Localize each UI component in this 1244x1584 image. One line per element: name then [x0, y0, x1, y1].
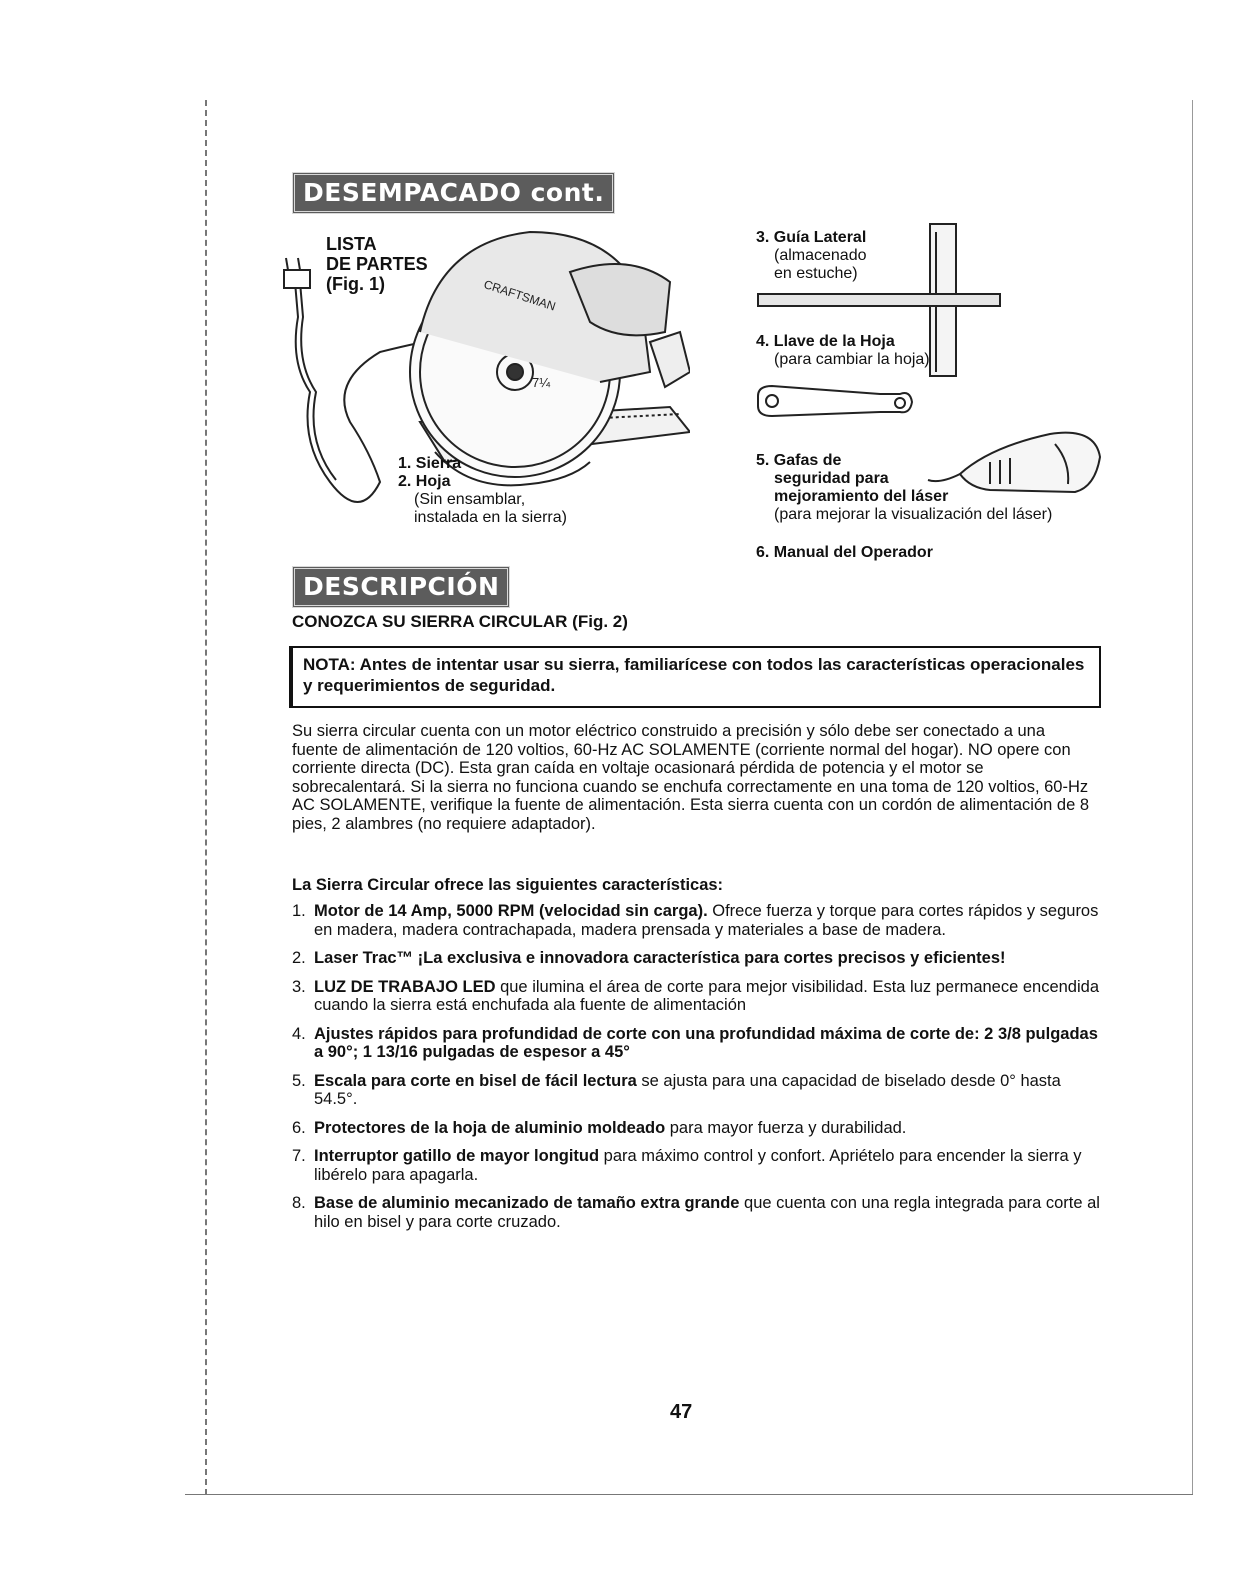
part-1-label: 1. Sierra [398, 455, 462, 472]
part-4-group [756, 333, 930, 369]
list-item: 4. Ajustes rápidos para profundidad de corte con una profundidad máxima de corte de: 2 3/8 pulgadas a 90°; 1 13/16 pulgadas de espesor a 45° [292, 1024, 1098, 1061]
intro-paragraph: Su sierra circular cuenta con un motor eléctrico construido a precisión y sólo debe ser conectado a una fuente de alimentación de 120 voltios, 60-Hz AC SOLAMENTE (corriente normal del hogar). NO opere con corriente directa (DC). Esta gran caída en voltaje ocasionará pérdida de potencia y el motor se sobrecalentará. Si la sierra no funciona cuando se enchufa correctamente en una toma de 120 voltios, 60-Hz AC SOLAMENTE, verifique la fuente de alimentación. Esta sierra cuenta con un cordón de alimentación de 8 pies, 2 alambres (no requiere adaptador). [292, 722, 1090, 833]
part-5-line-3: mejoramiento del láser [774, 488, 949, 505]
list-item: 1. Motor de 14 Amp, 5000 RPM (velocidad sin carga). Ofrece fuerza y torque para cortes rápidos y seguros en madera, madera contrachapada, madera prensada y materiales a base de madera. [292, 902, 1099, 939]
part-3-note-1: (almacenado [774, 247, 867, 264]
svg-text:7¼: 7¼ [532, 375, 551, 390]
section-header-descripcion: DESCRIPCIÓN [292, 566, 510, 608]
svg-text:CRAFTSMAN: CRAFTSMAN [482, 277, 558, 314]
features-title: La Sierra Circular ofrece las siguientes características: [292, 876, 724, 894]
parts-list-label [326, 234, 428, 294]
list-item: 2. Laser Trac™ ¡La exclusiva e innovadora característica para cortes precisos y eficientes! [292, 949, 1006, 967]
note-box: NOTA: Antes de intentar usar su sierra, familiarícese con todos las características operacionales y requerimientos de seguridad. [289, 646, 1101, 708]
page-border-left [205, 100, 207, 1495]
page-border-bottom [185, 1494, 1193, 1495]
part-5-note: (para mejorar la visualización del láser) [774, 506, 1053, 523]
list-item: 3. LUZ DE TRABAJO LED que ilumina el área de corte para mejor visibilidad. Esta luz permanece encendida cuando la sierra está enchufada ala fuente de alimentación [292, 977, 1100, 1014]
page-number: 47 [670, 1401, 693, 1423]
part-5-line-2: seguridad para [774, 470, 889, 487]
part-3-label: 3. Guía Lateral [756, 229, 867, 246]
part-4-note: (para cambiar la hoja) [774, 351, 930, 368]
part-4-label: 4. Llave de la Hoja [756, 333, 895, 350]
page-border-right [1192, 100, 1193, 1495]
features-list [292, 902, 1102, 1241]
parts-list-line1: LISTA [326, 234, 377, 254]
part-2-label: 2. Hoja [398, 473, 451, 490]
part-2-note-1: (Sin ensamblar, [414, 491, 526, 508]
part-5-group [756, 452, 1052, 524]
part-2-note-2: instalada en la sierra) [414, 509, 567, 526]
list-item: 7. Interruptor gatillo de mayor longitud para máximo control y confort. Apriételo para encender la sierra y libérelo para apagarla. [292, 1147, 1082, 1184]
parts-list-line3: (Fig. 1) [326, 274, 385, 294]
section-header-desempacado: DESEMPACADO cont. [292, 172, 615, 214]
list-item: 8. Base de aluminio mecanizado de tamaño extra grande que cuenta con una regla integrada para corte al hilo en bisel y para corte cruzado. [292, 1194, 1100, 1231]
subsection-title: CONOZCA SU SIERRA CIRCULAR (Fig. 2) [292, 612, 628, 631]
part-5-line-1: 5. Gafas de [756, 452, 842, 469]
parts-list-line2: DE PARTES [326, 254, 428, 274]
list-item: 5. Escala para corte en bisel de fácil lectura se ajusta para una capacidad de biselado desde 0° hasta 54.5°. [292, 1071, 1061, 1108]
part-6-label: 6. Manual del Operador [756, 544, 933, 561]
part-3-group [756, 229, 867, 283]
saw-part-labels [398, 455, 567, 527]
part-3-note-2: en estuche) [774, 265, 858, 282]
list-item: 6. Protectores de la hoja de aluminio moldeado para mayor fuerza y durabilidad. [292, 1118, 907, 1137]
